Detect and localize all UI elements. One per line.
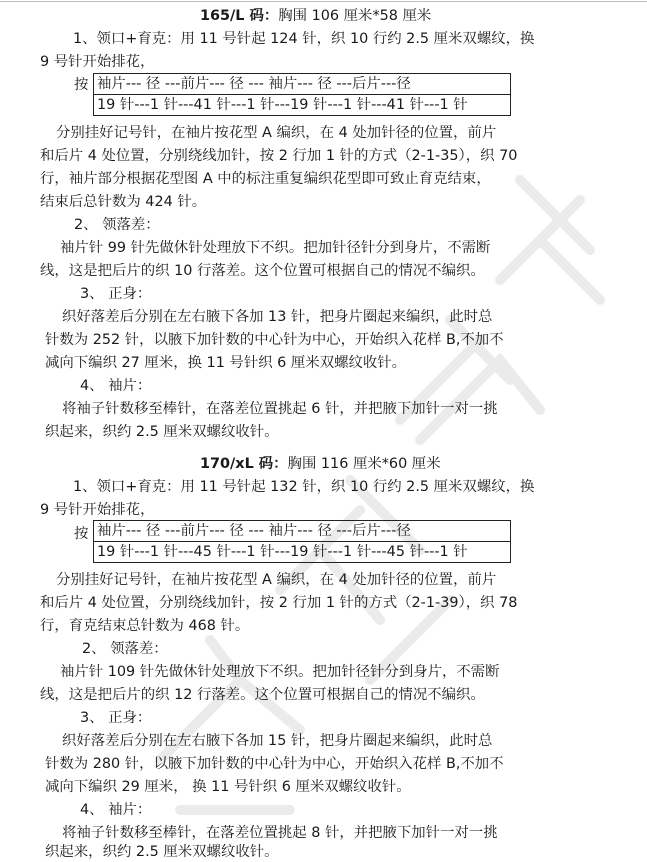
paragraph-line: 织好落差后分别在左右腋下各加 15 针，把身片圈起来编织，此时总 xyxy=(62,733,493,749)
paragraph-line: 将袖子针数移至棒针，在落差位置挑起 8 针，并把腋下加针一对一挑 xyxy=(62,825,498,841)
paragraph-line: 分别挂好记号针，在袖片按花型 A 编织，在 4 处加针径的位置，前片 xyxy=(56,572,497,588)
stitch-table xyxy=(93,520,511,563)
paragraph-line: 行，袖片部分根据花型图 A 中的标注重复编织花型即可致止育克结束， xyxy=(40,171,491,187)
paragraph-line: 针数为 280 针，以腋下加针数的中心针为中心，开始织入花样 B,不加不 xyxy=(45,756,504,772)
paragraph-line: 分别挂好记号针，在袖片按花型 A 编织，在 4 处加针径的位置，前片 xyxy=(56,125,497,141)
section-heading xyxy=(200,454,441,474)
paragraph-line: 和后片 4 处位置，分别绕线加针，按 2 行加 1 针的方式（2-1-39），织 78 xyxy=(40,595,518,611)
size-measure: 胸围 106 厘米*58 厘米 xyxy=(278,8,432,24)
step-2-title: 2、 领落差： xyxy=(74,217,160,233)
stitch-table-header-row: 袖片--- 径 ---前片--- 径 --- 袖片--- 径 ---后片---径 xyxy=(97,523,411,539)
step-1-text: 1、领口+育克：用 11 号针起 132 针，织 10 行约 2.5 厘米双螺纹，换 xyxy=(73,479,535,495)
paragraph-line: 线，这是把后片的织 12 行落差。这个位置可根据自己的情况不编织。 xyxy=(40,687,485,703)
paragraph-line: 线，这是把后片的织 10 行落差。这个位置可根据自己的情况不编织。 xyxy=(40,263,485,279)
step-4-title: 4、 袖片： xyxy=(80,802,152,818)
size-label: 165/L 码： xyxy=(200,8,279,24)
paragraph-line: 行，育克结束总针数为 468 针。 xyxy=(40,618,250,634)
stitch-table-header-row: 袖片--- 径 ---前片--- 径 --- 袖片--- 径 ---后片---径 xyxy=(97,76,411,92)
table-prefix: 按 xyxy=(74,526,89,542)
step-2-title: 2、 领落差： xyxy=(82,641,168,657)
stitch-table xyxy=(93,73,511,116)
step-3-title: 3、 正身： xyxy=(80,286,152,302)
size-measure: 胸围 116 厘米*60 厘米 xyxy=(287,456,441,472)
paragraph-line: 织起来，织约 2.5 厘米双螺纹收针。 xyxy=(45,844,279,860)
section-heading xyxy=(200,6,431,26)
paragraph-line: 减向下编织 29 厘米， 换 11 号针织 6 厘米双螺纹收针。 xyxy=(45,779,411,795)
step-1-text-cont: 9 号针开始排花， xyxy=(40,54,155,70)
stitch-table-count-row: 19 针---1 针---45 针---1 针---19 针---1 针---45 针---1 针 xyxy=(94,541,510,562)
step-3-title: 3、 正身： xyxy=(80,710,152,726)
top-divider xyxy=(0,1,647,2)
paragraph-line: 袖片针 99 针先做休针处理放下不织。把加针径针分到身片，不需断 xyxy=(60,240,491,256)
paragraph-line: 织起来，织约 2.5 厘米双螺纹收针。 xyxy=(45,424,279,440)
paragraph-line: 将袖子针数移至棒针，在落差位置挑起 6 针，并把腋下加针一对一挑 xyxy=(62,401,498,417)
table-prefix: 按 xyxy=(74,77,89,93)
paragraph-line: 减向下编织 27 厘米，换 11 号针织 6 厘米双螺纹收针。 xyxy=(45,355,407,371)
paragraph-line: 织好落差后分别在左右腋下各加 13 针，把身片圈起来编织，此时总 xyxy=(62,309,493,325)
step-4-title: 4、 袖片： xyxy=(80,378,152,394)
size-label: 170/xL 码： xyxy=(200,456,288,472)
step-1-text-cont: 9 号针开始排花， xyxy=(40,502,155,518)
paragraph-line: 结束后总针数为 424 针。 xyxy=(40,194,207,210)
stitch-table-count-row: 19 针---1 针---41 针---1 针---19 针---1 针---41 针---1 针 xyxy=(94,94,510,115)
step-1-text: 1、领口+育克：用 11 号针起 124 针，织 10 行约 2.5 厘米双螺纹，换 xyxy=(73,31,535,47)
paragraph-line: 袖片针 109 针先做休针处理放下不织。把加针径针分到身片，不需断 xyxy=(60,664,500,680)
paragraph-line: 和后片 4 处位置，分别绕线加针，按 2 行加 1 针的方式（2-1-35），织 70 xyxy=(40,148,518,164)
paragraph-line: 针数为 252 针，以腋下加针数的中心针为中心，开始织入花样 B,不加不 xyxy=(45,332,504,348)
